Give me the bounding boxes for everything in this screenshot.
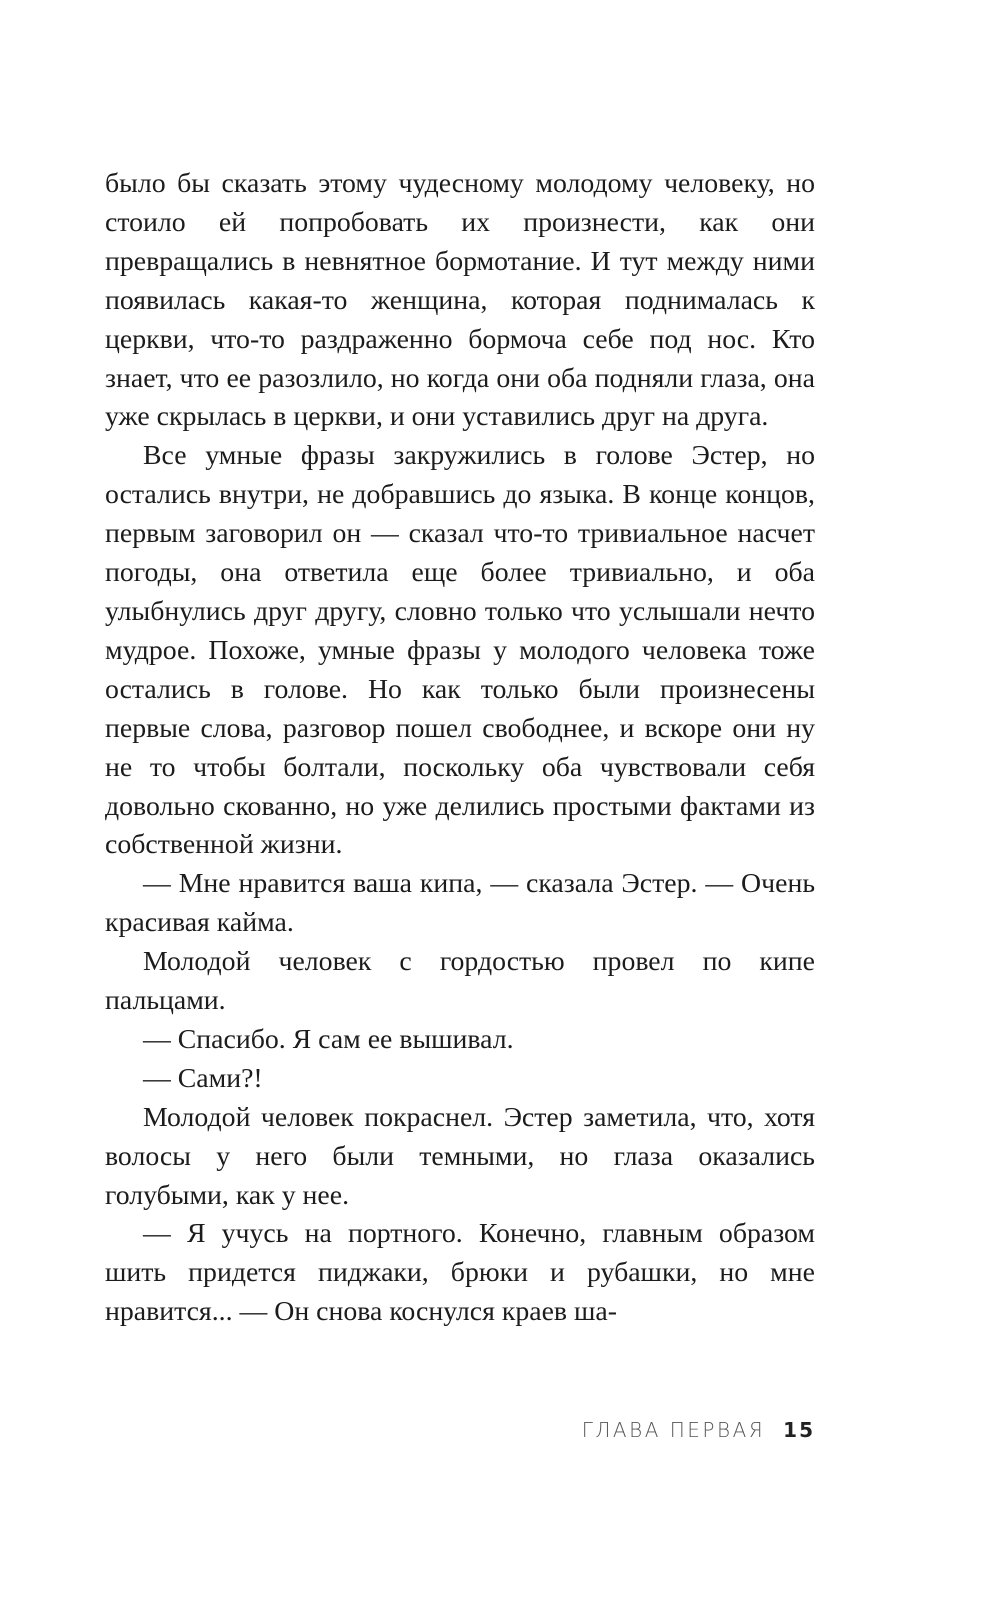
paragraph: Молодой человек покраснел. Эстер заметила, что, хотя волосы у него были темными, но глаза оказались голубыми, как у нее. xyxy=(105,1101,815,1211)
page-number: 15 xyxy=(783,1418,815,1442)
dialogue-line: — Сами?! xyxy=(143,1062,263,1094)
dialogue-line: — Я учусь на портного. Конечно, главным образом шить придется пиджаки, брюки и рубашки, но мне нравится... — Он снова коснулся краев ша- xyxy=(105,1218,815,1328)
body-text xyxy=(105,165,815,1332)
chapter-title: ГЛАВА ПЕРВАЯ xyxy=(581,1418,766,1442)
dialogue-line: — Спасибо. Я сам ее вышивал. xyxy=(143,1023,514,1055)
running-footer xyxy=(582,1418,815,1442)
paragraph-continuation: было бы сказать этому чудесному молодому человеку, но стоило ей попробовать их произнести, как они превращались в невнятное бормотание. И тут между ними появилась какая-то женщина, которая поднималась к церкви, что-то раздраженно бормоча себе под нос. Кто знает, что ее разозлило, но когда они оба подняли глаза, она уже скрылась в церкви, и они уставились друг на друга. xyxy=(105,168,815,433)
paragraph: Молодой человек с гордостью провел по кипе пальцами. xyxy=(105,946,815,1017)
dialogue-line: — Мне нравится ваша кипа, — сказала Эстер. — Очень красивая кайма. xyxy=(105,868,815,939)
paragraph: Все умные фразы закружились в голове Эстер, но остались внутри, не добравшись до языка. В конце концов, первым заговорил он — сказал что-то тривиальное насчет погоды, она ответила еще более тривиально, и оба улыбнулись друг другу, словно только что услышали нечто мудрое. Похоже, умные фразы у молодого человека тоже остались в голове. Но как только были произнесены первые слова, разговор пошел свободнее, и вскоре они ну не то чтобы болтали, поскольку оба чувствовали себя довольно скованно, но уже делились простыми фактами из собственной жизни. xyxy=(105,440,815,861)
